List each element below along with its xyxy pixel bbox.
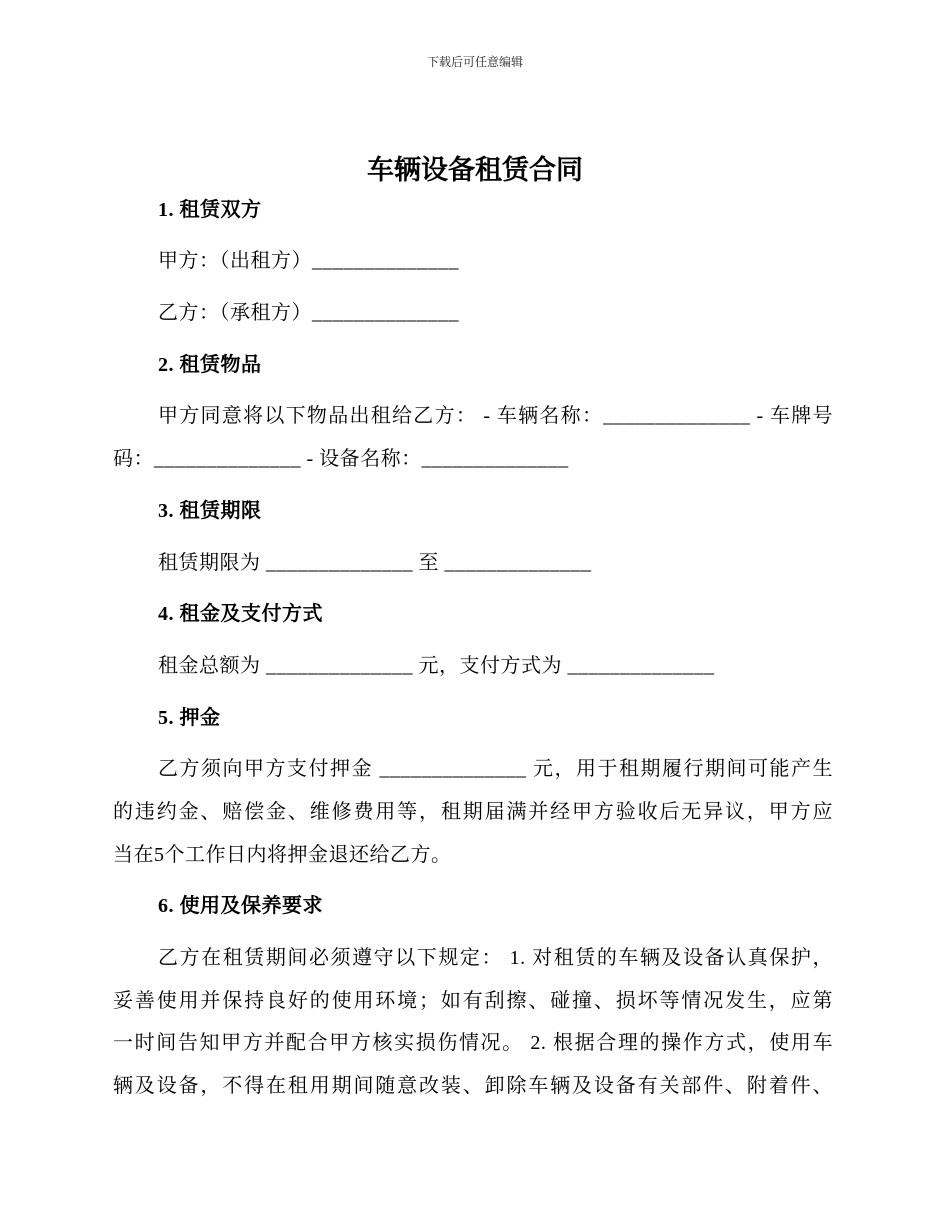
text-line: 乙方在租赁期间必须遵守以下规定： 1. 对租赁的车辆及设备认真保护， bbox=[158, 947, 833, 970]
section-heading-items: 2. 租赁物品 bbox=[158, 353, 262, 376]
section-heading-parties: 1. 租赁双方 bbox=[158, 198, 262, 221]
paragraph-usage bbox=[113, 937, 833, 1108]
section-heading-usage: 6. 使用及保养要求 bbox=[158, 895, 323, 918]
text-line: 辆及设备，不得在租用期间随意改装、卸除车辆及设备有关部件、附着件、 bbox=[113, 1075, 833, 1098]
section-heading-term: 3. 租赁期限 bbox=[158, 499, 262, 522]
text-line: 租金总额为 ______________ 元，支付方式为 ______________ bbox=[158, 654, 715, 677]
text-line: 一时间告知甲方并配合甲方核实损伤情况。 2. 根据合理的操作方式，使用车 bbox=[113, 1032, 833, 1055]
text-line: 妥善使用并保持良好的使用环境；如有刮擦、碰撞、损坏等情况发生，应第 bbox=[113, 989, 833, 1012]
text-line: 甲方同意将以下物品出租给乙方： - 车辆名称：______________ - 车牌号 bbox=[158, 405, 833, 428]
paragraph-party-b bbox=[113, 292, 833, 335]
document-title: 车辆设备租赁合同 bbox=[367, 155, 583, 185]
text-line: 租赁期限为 ______________ 至 ______________ bbox=[158, 551, 592, 574]
text-line: 乙方：（承租方）______________ bbox=[158, 302, 459, 325]
paragraph-deposit bbox=[113, 748, 833, 876]
section-heading-deposit: 5. 押金 bbox=[158, 706, 221, 729]
paragraph-term bbox=[113, 542, 833, 585]
document-body bbox=[113, 189, 833, 1108]
header-note: 下载后可任意编辑 bbox=[426, 55, 523, 69]
text-line: 甲方：（出租方）______________ bbox=[158, 250, 459, 273]
text-line: 乙方须向甲方支付押金 ______________ 元，用于租期履行期间可能产生 bbox=[158, 758, 833, 781]
text-line: 码：______________ - 设备名称：______________ bbox=[113, 448, 569, 471]
paragraph-party-a bbox=[113, 240, 833, 283]
section-heading-rent: 4. 租金及支付方式 bbox=[158, 603, 323, 626]
paragraph-rent bbox=[113, 645, 833, 688]
text-line: 当在5个工作日内将押金退还给乙方。 bbox=[113, 843, 452, 866]
paragraph-items bbox=[113, 395, 833, 480]
text-line: 的违约金、赔偿金、维修费用等，租期届满并经甲方验收后无异议，甲方应 bbox=[113, 800, 833, 823]
